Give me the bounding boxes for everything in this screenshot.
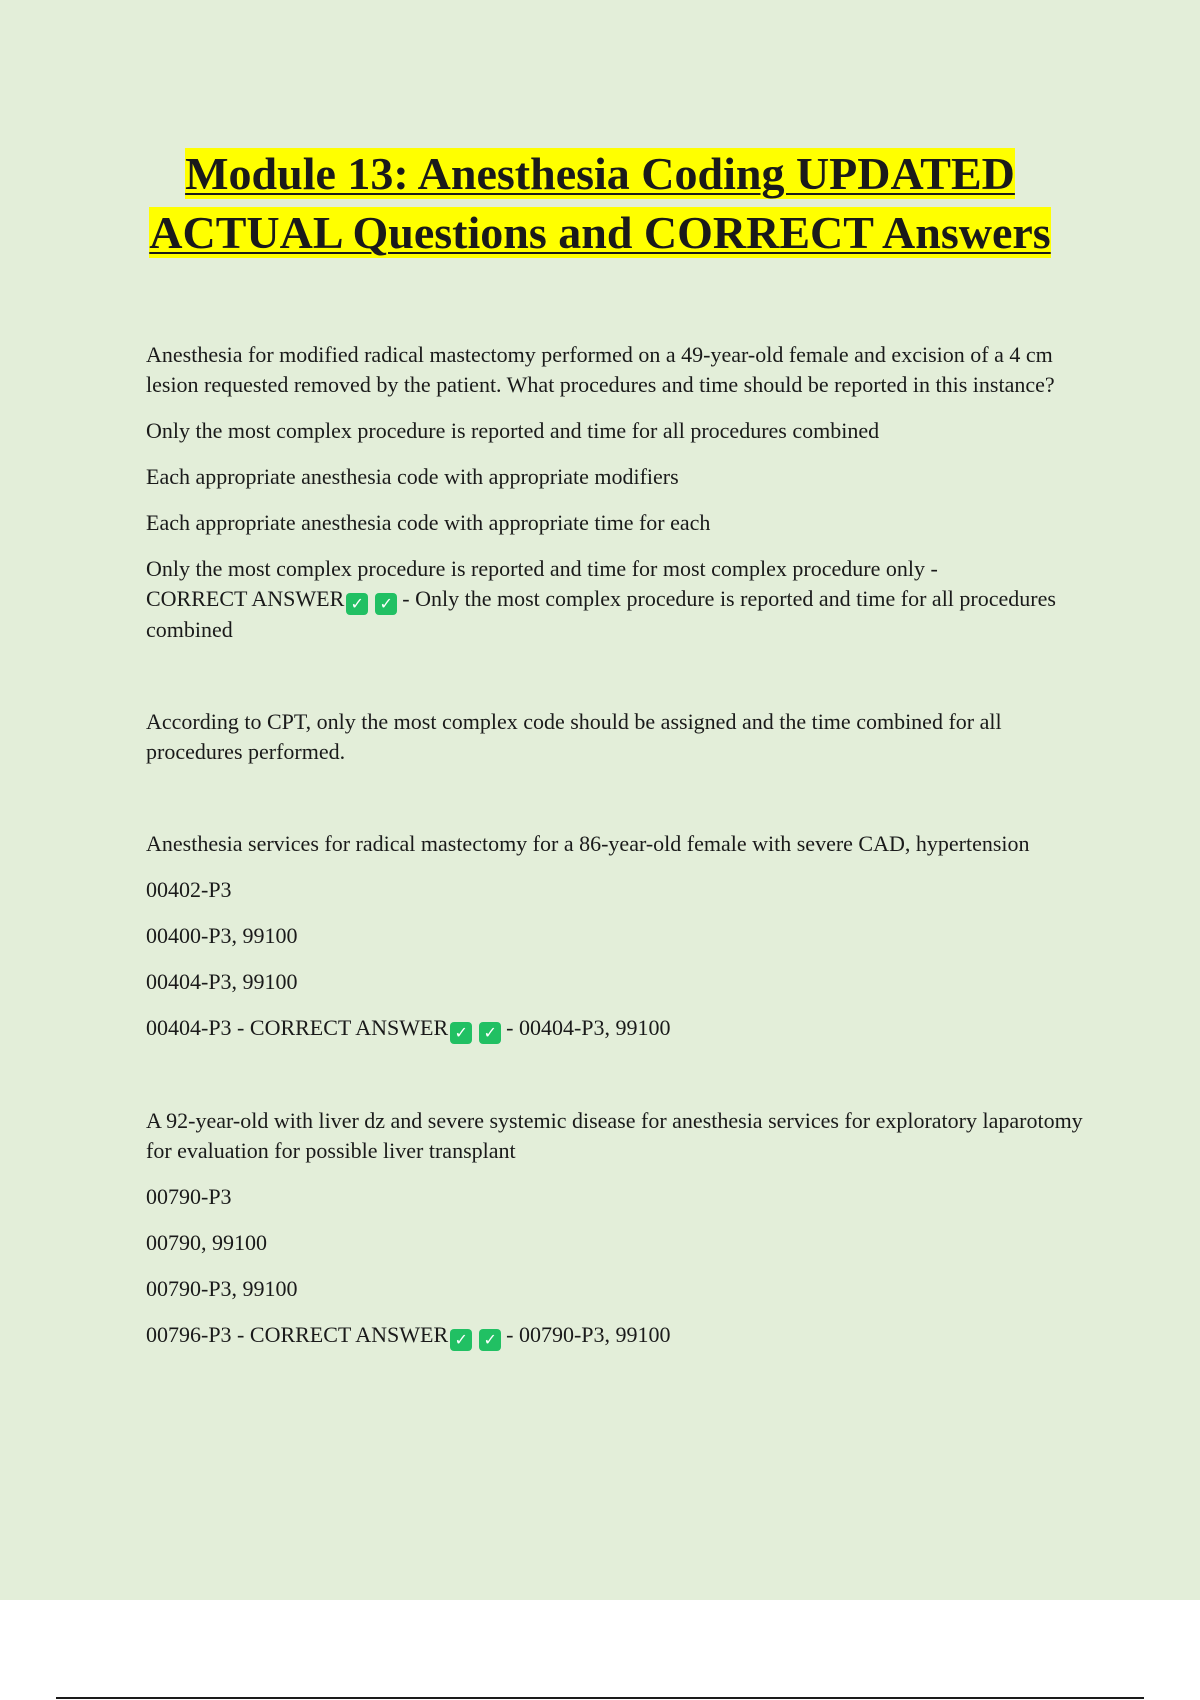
check-box-icon: ✓ — [479, 1329, 501, 1351]
page-title-text: Module 13: Anesthesia Coding UPDATED ACTUAL Questions and CORRECT Answers — [149, 148, 1051, 258]
answer-option: 00400-P3, 99100 — [146, 923, 298, 948]
check-box-icon: ✓ — [375, 593, 397, 615]
answer-option: 00790-P3, 99100 — [146, 1276, 298, 1301]
answer-option-with-correct-answer — [146, 1320, 1096, 1351]
correct-answer-text: - 00790-P3, 99100 — [506, 1322, 671, 1347]
answer-option-with-correct-answer — [146, 554, 1096, 645]
check-box-icon: ✓ — [479, 1022, 501, 1044]
page-title — [100, 144, 1100, 262]
answer-option: 00404-P3, 99100 — [146, 969, 298, 994]
question-text: Anesthesia for modified radical mastectomy performed on a 49-year-old female and excision of a 4 cm lesion requested removed by the patient. What procedures and time should be reported in this instance? — [146, 342, 1055, 397]
check-box-icon: ✓ — [450, 1022, 472, 1044]
question-block-3 — [146, 1106, 1096, 1351]
answer-option: 00402-P3 — [146, 877, 232, 902]
answer-option: 00790, 99100 — [146, 1230, 267, 1255]
correct-answer-text: - Only the most complex procedure is reported and time for all procedures combined — [146, 586, 1056, 642]
correct-answer-label: CORRECT ANSWER — [249, 1015, 449, 1040]
rationale-text: According to CPT, only the most complex code should be assigned and the time combined for all procedures performed. — [146, 709, 1002, 764]
check-box-icon: ✓ — [346, 593, 368, 615]
answer-option-with-correct-answer — [146, 1013, 1096, 1044]
answer-option: 00404-P3 - — [146, 1015, 245, 1040]
correct-answer-text: - 00404-P3, 99100 — [506, 1015, 671, 1040]
answer-option: Each appropriate anesthesia code with appropriate time for each — [146, 510, 711, 535]
correct-answer-label: CORRECT ANSWER — [249, 1322, 449, 1347]
answer-option: 00796-P3 - — [146, 1322, 245, 1347]
correct-answer-label: CORRECT ANSWER — [146, 586, 345, 611]
answer-option: Each appropriate anesthesia code with appropriate modifiers — [146, 464, 679, 489]
check-box-icon: ✓ — [450, 1329, 472, 1351]
question-text: Anesthesia services for radical mastectomy for a 86-year-old female with severe CAD, hypertension — [146, 831, 1030, 856]
question-block-1 — [146, 340, 1096, 767]
qa-content — [146, 340, 1096, 1351]
answer-option: Only the most complex procedure is reported and time for most complex procedure only - — [146, 556, 938, 581]
answer-option: 00790-P3 — [146, 1184, 232, 1209]
answer-option: Only the most complex procedure is reported and time for all procedures combined — [146, 418, 880, 443]
footer-divider — [56, 1697, 1144, 1699]
question-text: A 92-year-old with liver dz and severe systemic disease for anesthesia services for exploratory laparotomy for evaluation for possible liver transplant — [146, 1108, 1083, 1163]
question-block-2 — [146, 829, 1096, 1044]
